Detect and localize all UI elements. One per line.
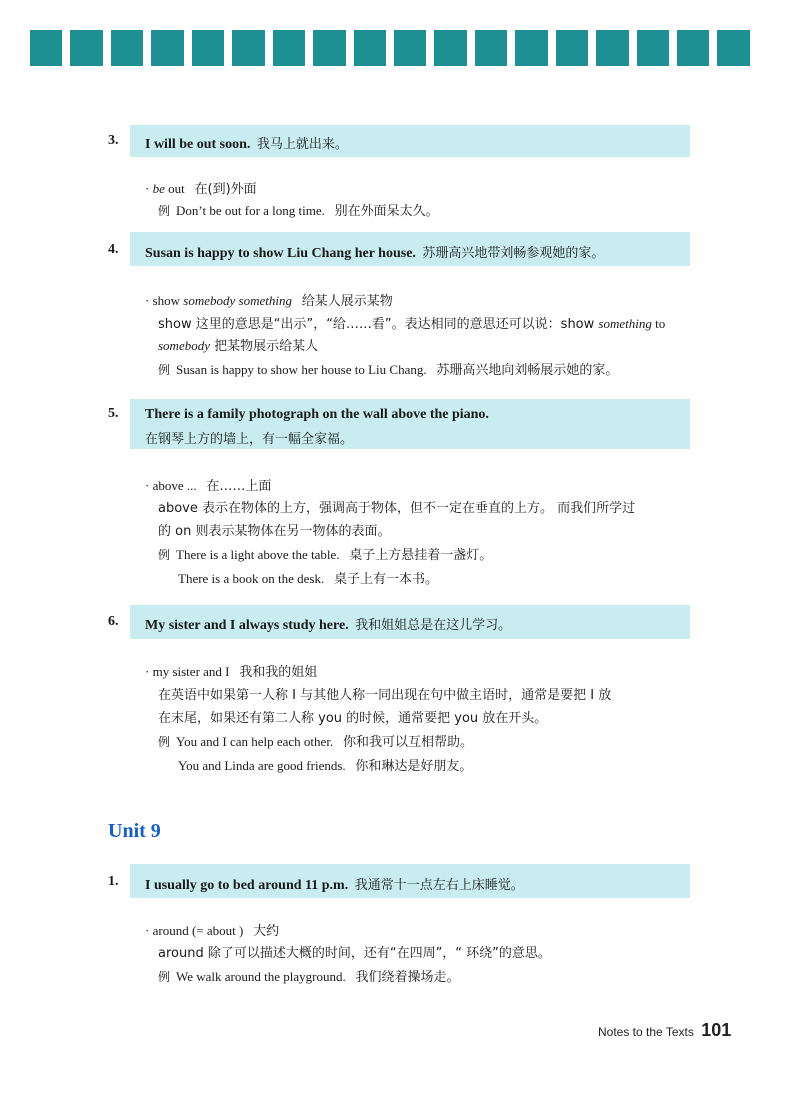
note-5-explanation-line-2: 的 on 则表示某物体在另一物体的表面。	[158, 524, 391, 539]
header-decoration	[30, 30, 750, 66]
note-6-sentence: My sister and I always study here. 我和姐姐总是在这儿学习。	[145, 618, 512, 633]
unit-note-1-explanation: around 除了可以描述大概的时间，还有“在四周”，“ 环绕”的意思。	[158, 946, 551, 961]
unit-note-1-number: 1.	[108, 874, 119, 889]
note-5-sentence-en: There is a family photograph on the wall above the piano.	[145, 407, 489, 422]
unit-note-1-example: 例 We walk around the playground. 我们绕着操场走。	[158, 969, 460, 985]
unit-title: Unit 9	[108, 820, 161, 842]
note-4-explanation-line-1: show 这里的意思是“出示”，“给……看”。表达相同的意思还可以说：show something to	[158, 316, 666, 332]
note-4-example: 例 Susan is happy to show her house to Liu Chang. 苏珊高兴地向刘畅展示她的家。	[158, 362, 619, 378]
footer-label: Notes to the Texts	[598, 1025, 694, 1039]
note-5-number: 5.	[108, 406, 119, 421]
note-3-sentence: I will be out soon. 我马上就出来。	[145, 137, 348, 152]
note-6-number: 6.	[108, 614, 119, 629]
unit-note-1-phrase: · around (= about ) 大约	[145, 923, 280, 939]
note-3-example: 例 Don’t be out for a long time. 别在外面呆太久。	[158, 203, 439, 219]
note-4-phrase: · show somebody something 给某人展示某物	[145, 293, 393, 309]
note-3-number: 3.	[108, 133, 119, 148]
page-number: 101	[701, 1020, 732, 1040]
note-5-example-1: 例 There is a light above the table. 桌子上方悬挂着一盏灯。	[158, 547, 493, 563]
note-4-explanation-line-2: somebody 把某物展示给某人	[158, 338, 319, 354]
note-3-phrase: · be out 在(到)外面	[145, 181, 257, 197]
note-6-example-1: 例 You and I can help each other. 你和我可以互相帮助。	[158, 734, 473, 750]
note-4-number: 4.	[108, 242, 119, 257]
unit-note-1-sentence: I usually go to bed around 11 p.m. 我通常十一点左右上床睡觉。	[145, 878, 524, 893]
note-4-sentence: Susan is happy to show Liu Chang her house. 苏珊高兴地带刘畅参观她的家。	[145, 246, 605, 261]
page-footer	[598, 1020, 731, 1041]
note-6-phrase: · my sister and I 我和我的姐姐	[145, 664, 318, 680]
note-5-sentence-zh: 在钢琴上方的墙上，有一幅全家福。	[145, 432, 354, 447]
note-5-explanation-line-1: above 表示在物体的上方，强调高于物体，但不一定在垂直的上方。 而我们所学过	[158, 501, 636, 516]
note-6-example-2: You and Linda are good friends. 你和琳达是好朋友。	[178, 758, 473, 774]
note-5-example-2: There is a book on the desk. 桌子上有一本书。	[178, 571, 438, 587]
note-5-phrase: · above ... 在……上面	[145, 478, 272, 494]
note-6-explanation-line-1: 在英语中如果第一人称 I 与其他人称一同出现在句中做主语时，通常是要把 I 放	[158, 688, 612, 703]
note-6-explanation-line-2: 在末尾，如果还有第二人称 you 的时候，通常要把 you 放在开头。	[158, 711, 548, 726]
